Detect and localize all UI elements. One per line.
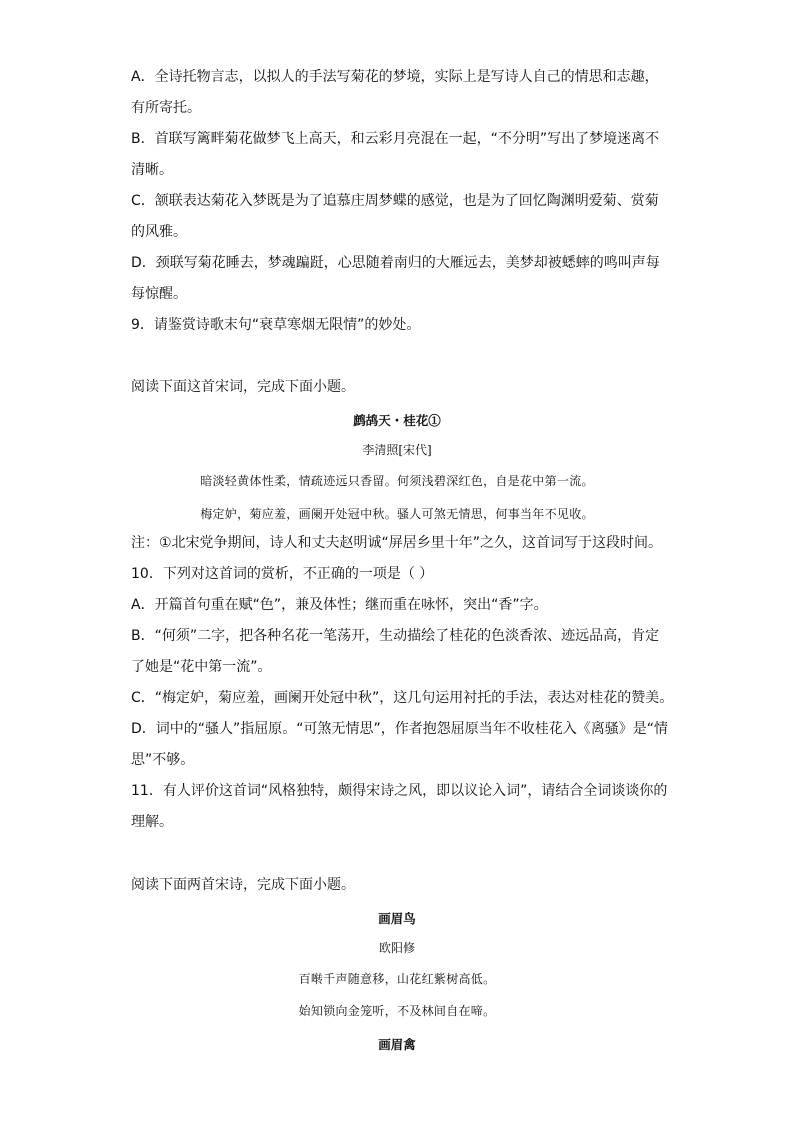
q10-option-c: C．“梅定妒，菊应羞，画阑开处冠中秋”，这几句运用衬托的手法，表达对桂花的赞美。 [131,690,674,706]
poem-huameiniao-line-2: 始知锁向金笼听，不及林间自在啼。 [298,1004,496,1018]
q8-option-c-line1: C．颔联表达菊花入梦既是为了追慕庄周梦蝶的感觉，也是为了回忆陶渊明爱菊、赏菊 [131,193,659,209]
poem-note: 注：①北宋党争期间，诗人和丈夫赵明诚“屏居乡里十年”之久，这首词写于这段时间。 [131,535,663,551]
q10-option-b-line2: 了她是“花中第一流”。 [131,659,272,675]
poem-title-zhegutian: 鹧鸪天・桂花① [353,413,441,428]
poem-author-ouyangxiu: 欧阳修 [378,941,415,955]
q8-option-a-line2: 有所寄托。 [131,100,201,116]
poem-line-1: 暗淡轻黄体性柔，情疏迹远只香留。何须浅碧深红色，自是花中第一流。 [200,474,594,488]
poem-line-2: 梅定妒，菊应羞，画阑开处冠中秋。骚人可煞无情思，何事当年不见收。 [200,507,594,521]
question-10: 10．下列对这首词的赏析，不正确的一项是（ ） [131,566,434,582]
q8-option-d-line2: 每惊醒。 [131,286,187,302]
q8-option-a-line1: A．全诗托物言志，以拟人的手法写菊花的梦境，实际上是写诗人自己的情思和志趣， [131,69,659,85]
q8-option-b-line1: B．首联写篱畔菊花做梦飞上高天，和云彩月亮混在一起，“不分明”写出了梦境迷离不 [131,131,660,147]
section2-intro: 阅读下面这首宋词，完成下面小题。 [131,379,355,395]
section3-intro: 阅读下面两首宋诗，完成下面小题。 [131,877,355,893]
q10-option-d-line2: 思”不够。 [131,752,195,768]
question-9: 9．请鉴赏诗歌末句“衰草寒烟无限情”的妙处。 [131,317,421,333]
question-11-line1: 11．有人评价这首词“风格独特，颇得宋诗之风，即以议论入词”，请结合全词谈谈你的 [131,783,668,799]
question-11-line2: 理解。 [131,814,173,830]
q10-option-d-line1: D．词中的“骚人”指屈原。“可煞无情思”，作者抱怨屈原当年不收桂花入《离骚》是“情 [131,721,669,737]
q8-option-b-line2: 清晰。 [131,162,173,178]
poem-title-huameiqin: 画眉禽 [378,1037,416,1052]
poem-huameiniao-line-1: 百啭千声随意移，山花红紫树高低。 [298,972,496,986]
poem-author-liqingzhao: 李清照[宋代] [362,443,432,457]
poem-title-huameiniao: 画眉鸟 [378,911,416,926]
q8-option-c-line2: 的风雅。 [131,224,187,240]
q8-option-d-line1: D．颈联写菊花睡去，梦魂蹁跹，心思随着南归的大雁远去，美梦却被蟋蟀的鸣叫声每 [131,255,660,271]
q10-option-a: A．开篇首句重在赋“色”，兼及体性；继而重在咏怀，突出“香”字。 [131,597,548,613]
q10-option-b-line1: B．“何须”二字，把各种名花一笔荡开，生动描绘了桂花的色淡香浓、迹远品高，肯定 [131,628,660,644]
